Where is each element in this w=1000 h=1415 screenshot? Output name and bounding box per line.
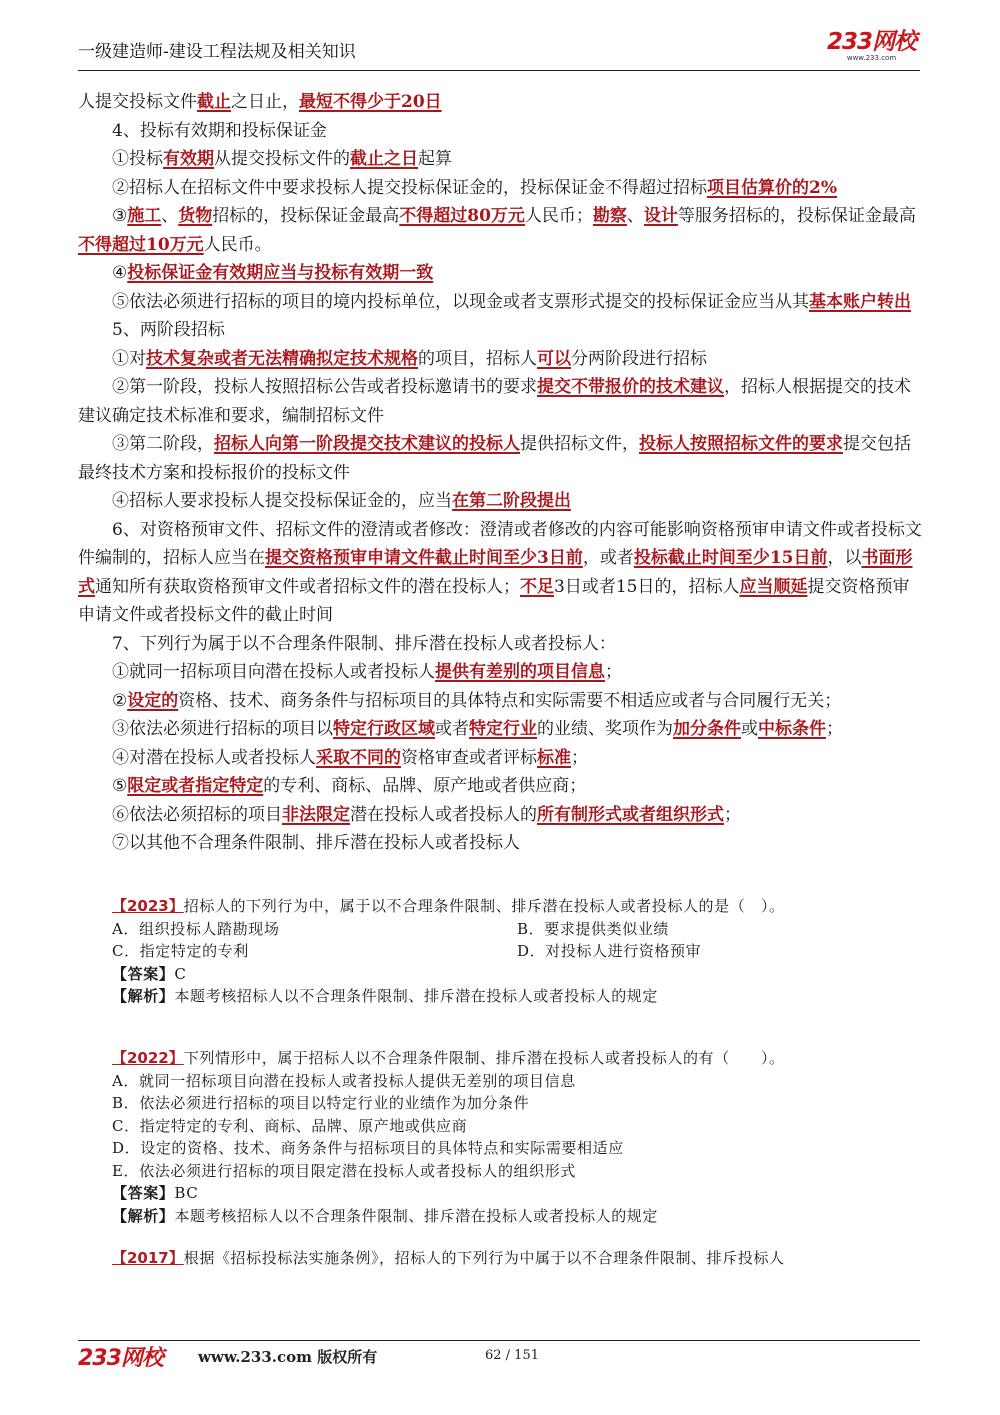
- year-tag: 【2017】: [112, 1249, 184, 1267]
- year-tag: 【2023】: [112, 897, 184, 915]
- header-title: 一级建造师-建设工程法规及相关知识: [78, 42, 356, 62]
- logo-url: www.233.com: [846, 54, 897, 62]
- text-line: ⑥依法必须招标的项目非法限定潜在投标人或者投标人的所有制形式或者组织形式；: [112, 804, 741, 825]
- page-header: [78, 30, 920, 71]
- option-c: C．指定特定的专利: [112, 942, 249, 960]
- logo-mark: 233网校: [826, 29, 916, 55]
- text-line: ④投标保证金有效期应当与投标有效期一致: [112, 263, 434, 283]
- text-line: ①对技术复杂或者无法精确拟定技术规格的项目，招标人可以分两阶段进行招标: [112, 348, 707, 369]
- text-line: ②第一阶段，投标人按照招标公告或者投标邀请书的要求提交不带报价的技术建议，招标人根据提交的技术建议确定技术标准和要求，编制招标文件: [78, 377, 911, 426]
- text-line: ④招标人要求投标人提交投标保证金的，应当在第二阶段提出: [112, 491, 571, 511]
- option-b: B．要求提供类似业绩: [517, 919, 670, 938]
- text-line: ③依法必须进行招标的项目以特定行政区域或者特定行业的业绩、奖项作为加分条件或中标条件；: [112, 719, 843, 739]
- analysis-line: 【解析】本题考核招标人以不合理条件限制、排斥潜在投标人或者投标人的规定: [112, 987, 659, 1005]
- options-grid: [92, 918, 922, 963]
- question-stem: 【2023】招标人的下列行为中，属于以不合理条件限制、排斥潜在投标人或者投标人的是（ ）。: [112, 897, 785, 915]
- text-line: ④对潜在投标人或者投标人采取不同的资格审查或者评标标准；: [112, 747, 588, 768]
- question-stem: 【2022】下列情形中，属于招标人以不合理条件限制、排斥潜在投标人或者投标人的有（ ）。: [112, 1049, 785, 1067]
- page-number: 62 / 151: [485, 1348, 539, 1363]
- option-b: B．依法必须进行招标的项目以特定行业的业绩作为加分条件: [112, 1094, 530, 1112]
- copyright-text: www.233.com 版权所有: [198, 1348, 378, 1366]
- footer-logo[interactable]: 233网校: [78, 1346, 163, 1371]
- text-line: ⑤限定或者指定特定的专利、商标、品牌、原产地或者供应商；: [112, 776, 587, 796]
- answer-line: 【答案】BC: [112, 1184, 199, 1202]
- option-a: A．组织投标人踏勘现场: [112, 919, 280, 938]
- question-2023: [92, 895, 922, 1008]
- option-d: D．对投标人进行资格预审: [517, 942, 702, 960]
- analysis-line: 【解析】本题考核招标人以不合理条件限制、排斥潜在投标人或者投标人的规定: [112, 1206, 659, 1225]
- section-heading: 7、下列行为属于以不合理条件限制、排斥潜在投标人或者投标人：: [112, 633, 616, 654]
- option-a: A．就同一招标项目向潜在投标人或者投标人提供无差别的项目信息: [112, 1071, 576, 1090]
- text-line: ⑦以其他不合理条件限制、排斥潜在投标人或者投标人: [112, 833, 520, 853]
- section-heading: 5、两阶段招标: [112, 320, 225, 340]
- text-line: ①就同一招标项目向潜在投标人或者投标人提供有差别的项目信息；: [112, 662, 622, 682]
- question-2022: [92, 1047, 922, 1227]
- section-heading: 4、投标有效期和投标保证金: [112, 120, 327, 141]
- question-stem: 【2017】根据《招标投标法实施条例》，招标人的下列行为中属于以不合理条件限制、排斥投标人: [112, 1249, 785, 1267]
- text-line: ②招标人在招标文件中要求投标人提交投标保证金的，投标保证金不得超过招标项目估算价的2%: [112, 177, 837, 198]
- text-line: 人提交投标文件截止之日止，最短不得少于20日: [78, 92, 442, 112]
- text-line: ③施工、货物招标的，投标保证金最高不得超过80万元人民币；勘察、设计等服务招标的，投标保证金最高不得超过10万元人民币。: [78, 206, 916, 255]
- text-line: ⑤依法必须进行招标的项目的境内投标单位，以现金或者支票形式提交的投标保证金应当从其基本账户转出: [112, 291, 911, 312]
- text-line: ③第二阶段，招标人向第一阶段提交技术建议的投标人提供招标文件，投标人按照招标文件的要求提交包括最终技术方案和投标报价的投标文件: [78, 434, 911, 483]
- answer-line: 【答案】C: [112, 964, 187, 983]
- brand-logo[interactable]: [827, 30, 916, 62]
- option-e: E．依法必须进行招标的项目限定潜在投标人或者投标人的组织形式: [112, 1161, 576, 1180]
- year-tag: 【2022】: [112, 1049, 184, 1067]
- option-d: D．设定的资格、技术、商务条件与招标项目的具体特点和实际需要相适应: [112, 1139, 624, 1157]
- option-c: C．指定特定的专利、商标、品牌、原产地或供应商: [112, 1116, 468, 1135]
- main-text: [78, 88, 923, 858]
- question-2017: [92, 1247, 922, 1270]
- text-line: ②设定的资格、技术、商务条件与招标项目的具体特点和实际需要不相适应或者与合同履行无关；: [112, 690, 842, 711]
- text-line: ①投标有效期从提交投标文件的截止之日起算: [112, 149, 452, 169]
- text-line: 6、对资格预审文件、招标文件的澄清或者修改：澄清或者修改的内容可能影响资格预审申请文件或者投标文件编制的，招标人应当在提交资格预审申请文件截止时间至少3日前，或者投标截止时间至少15日前，以书面形式通知所有获取资格预审文件或者招标文件的潜在投标人；不足3日或者15日的，招标人应当顺延提交资格预审申请文件或者投标文件的截止时间: [78, 519, 922, 625]
- page-footer: [78, 1340, 920, 1371]
